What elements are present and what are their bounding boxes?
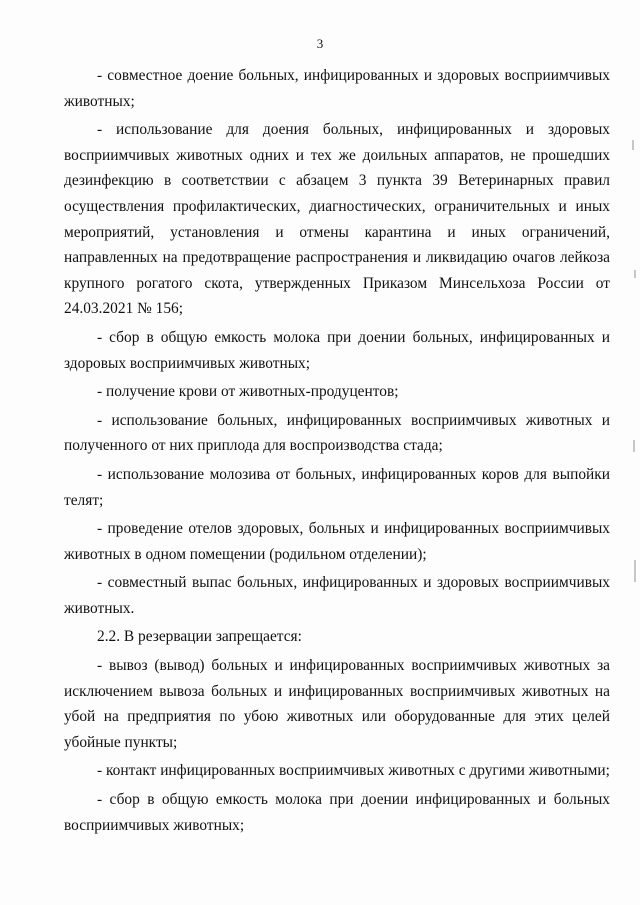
- paragraph-calving: - проведение отелов здоровых, больных и инфицированных восприимчивых животных в одном помещении (родильном отделении);: [64, 520, 610, 563]
- document-body: [64, 63, 610, 841]
- scan-artifact: [633, 440, 635, 452]
- section-heading-2-2: 2.2. В резервации запрещается:: [97, 628, 302, 646]
- paragraph-colostrum: - использование молозива от больных, инфицированных коров для выпойки телят;: [64, 465, 610, 509]
- scan-artifact: [634, 560, 636, 582]
- page-number: 3: [316, 36, 324, 51]
- scan-artifact: [634, 270, 636, 278]
- paragraph-milk-collection-infected: - сбор в общую емкость молока при доении инфицированных и больных восприимчивых животных;: [64, 791, 610, 834]
- paragraph-milk-collection: - сбор в общую емкость молока при доении больных, инфицированных и здоровых восприимчивых животных;: [64, 328, 610, 372]
- scan-artifact: [632, 140, 634, 150]
- paragraph-export: - вывоз (вывод) больных и инфицированных восприимчивых животных за исключением вывоза больных и инфицированных восприимчивых животных на убой на предприятия по убою животных или оборудованные для этих целей убойные пункты;: [64, 657, 610, 751]
- paragraph-blood-collection: - получение крови от животных-продуцентов;: [97, 383, 399, 401]
- paragraph-contact: - контакт инфицированных восприимчивых животных с другими животными;: [97, 762, 610, 780]
- paragraph-milking-machines: - использование для доения больных, инфицированных и здоровых восприимчивых животных одних и тех же доильных аппаратов, не прошедших дезинфекцию в соответствии с абзацем 3 пункта 39 Ветеринарных правил осуществления профилактических, диагностических, ограничительных и иных мероприятий, установления и отмены карантина и иных ограничений, направленных на предотвращение распространения и ликвидацию очагов лейкоза крупного рогатого скота, утвержденных Приказом Минсельхоза России от 24.03.2021 № 156;: [64, 121, 610, 318]
- paragraph-joint-milking: - совместное доение больных, инфицированных и здоровых восприимчивых животных;: [64, 67, 610, 110]
- paragraph-reproduction: - использование больных, инфицированных восприимчивых животных и полученного от них приплода для воспроизводства стада;: [64, 411, 610, 455]
- paragraph-grazing: - совместный выпас больных, инфицированных и здоровых восприимчивых животных.: [64, 574, 610, 617]
